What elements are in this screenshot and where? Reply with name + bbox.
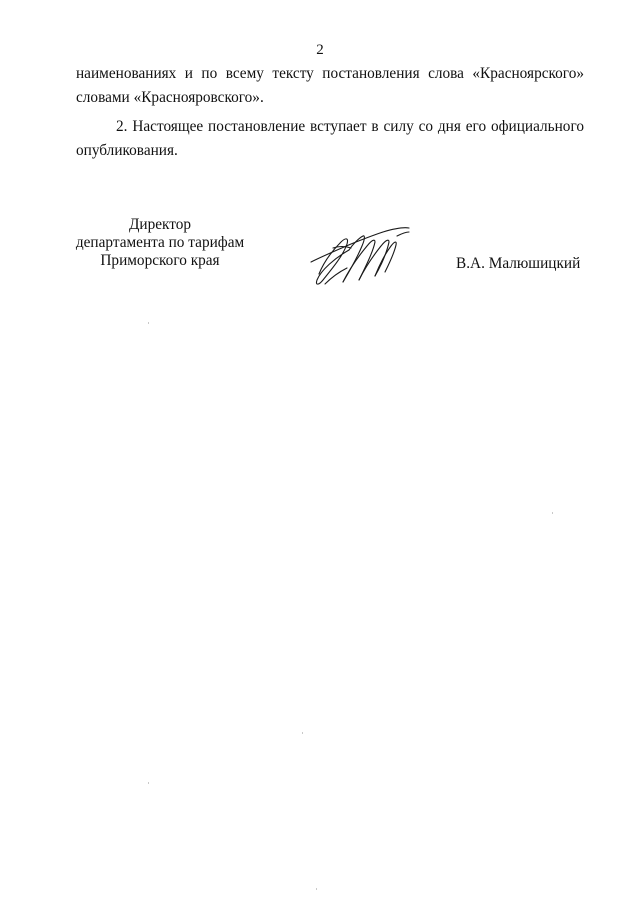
scan-speck (148, 322, 149, 324)
page-number: 2 (316, 42, 324, 58)
position-line-1: Директор (128, 216, 192, 233)
handwritten-signature (305, 222, 415, 292)
scan-speck (552, 512, 553, 514)
paragraph-2-line-2: опубликования. (76, 142, 178, 159)
signatory-position (70, 216, 250, 270)
position-line-3: Приморского края (100, 252, 220, 269)
paragraph-1-line-1: наименованиях и по всему тексту постановления слова «Красноярского» (76, 65, 584, 82)
signer-name: В.А. Малюшицкий (456, 255, 581, 272)
paragraph-2 (76, 115, 584, 163)
paragraph-1-line-2: словами «Краснояровского». (76, 89, 264, 106)
position-line-2: департамента по тарифам (75, 234, 245, 251)
paragraph-1 (76, 62, 584, 110)
paragraph-2-line-1: 2. Настоящее постановление вступает в силу со дня его официального (116, 118, 584, 135)
scan-speck (316, 888, 317, 890)
scan-speck (302, 732, 303, 734)
scan-speck (148, 782, 149, 784)
